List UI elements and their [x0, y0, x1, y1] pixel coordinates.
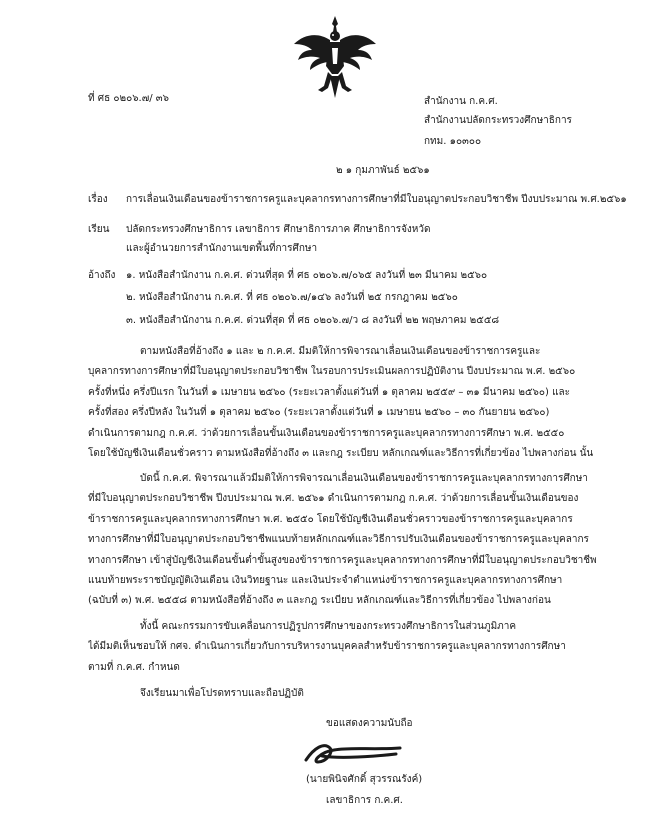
closing-salutation: ขอแสดงความนับถือ [326, 718, 413, 729]
reference-label: อ้างถึง [88, 270, 116, 281]
reference-item: ๑. หนังสือสำนักงาน ก.ค.ศ. ด่วนที่สุด ที่ ศธ ๐๒๐๖.๗/๐๖๕ ลงวันที่ ๒๓ มีนาคม ๒๕๖๐ [126, 270, 488, 281]
garuda-emblem-icon [292, 14, 378, 100]
reference-item: ๒. หนังสือสำนักงาน ก.ค.ศ. ที่ ศธ ๐๒๐๖.๗/๑๔๖ ลงวันที่ ๒๕ กรกฎาคม ๒๕๖๐ [126, 292, 458, 303]
body-paragraph-1 [88, 342, 638, 464]
sender-office: สำนักงาน ก.ค.ศ. [424, 96, 498, 107]
document-number: ที่ ศธ ๐๒๐๖.๗/ ๓๖ [88, 93, 169, 104]
subject-label: เรื่อง [88, 194, 108, 205]
paragraph-line: ครั้งที่หนึ่ง ครึ่งปีแรก ในวันที่ ๑ เมษายน ๒๕๖๐ (ระยะเวลาตั้งแต่วันที่ ๑ ตุลาคม ๒๕๕๙ – ๓๑ มีนาคม ๒๕๖๐) และ [88, 386, 571, 398]
paragraph-line: (ฉบับที่ ๓) พ.ศ. ๒๕๕๘ ตามหนังสือที่อ้างถึง ๓ และกฎ ระเบียบ หลักเกณฑ์และวิธีการที่เกี่ยวข้อง ไปพลางก่อน [88, 595, 551, 607]
paragraph-line: ได้มีมติเห็นชอบให้ กศจ. ดำเนินการเกี่ยวกับการบริหารงานบุคคลสำหรับข้าราชการครูและบุคลากรทางการศึกษา [88, 641, 566, 653]
paragraph-line: ทั้งนี้ คณะกรรมการขับเคลื่อนการปฏิรูปการศึกษาของกระทรวงศึกษาธิการในส่วนภูมิภาค [140, 621, 517, 632]
paragraph-line: ที่มีใบอนุญาตประกอบวิชาชีพ ปีงบประมาณ พ.ศ. ๒๕๖๑ ดำเนินการตามกฎ ก.ค.ศ. ว่าด้วยการเลื่อนขั้นเงินเดือนของ [88, 493, 579, 505]
sender-address: กทม. ๑๐๓๐๐ [424, 136, 482, 147]
closing-request: จึงเรียนมาเพื่อโปรดทราบและถือปฏิบัติ [140, 688, 304, 699]
recipient-line-1: ปลัดกระทรวงศึกษาธิการ เลขาธิการ ศึกษาธิการภาค ศึกษาธิการจังหวัด [126, 224, 431, 235]
paragraph-line: บัดนี้ ก.ค.ศ. พิจารณาแล้วมีมติให้การพิจารณาเลื่อนเงินเดือนของข้าราชการครูและบุคลากรทางการศึกษา [140, 473, 588, 484]
signatory-title: เลขาธิการ ก.ค.ศ. [326, 795, 403, 806]
body-paragraph-3 [88, 617, 638, 678]
paragraph-line: ดำเนินการตามกฎ ก.ค.ศ. ว่าด้วยการเลื่อนขั้นเงินเดือนของข้าราชการครูและบุคลากรทางการศึกษา พ.ศ. ๒๕๕๐ [88, 427, 565, 439]
sender-organization: สำนักงานปลัดกระทรวงศึกษาธิการ [424, 115, 572, 126]
paragraph-line: ตามหนังสือที่อ้างถึง ๑ และ ๒ ก.ค.ศ. มีมติให้การพิจารณาเลื่อนเงินเดือนของข้าราชการครูและ [140, 346, 541, 357]
recipient-line-2: และผู้อำนวยการสำนักงานเขตพื้นที่การศึกษา [126, 243, 318, 254]
paragraph-line: ครั้งที่สอง ครึ่งปีหลัง ในวันที่ ๑ ตุลาคม ๒๕๖๐ (ระยะเวลาตั้งแต่วันที่ ๑ เมษายน ๒๕๖๐ – ๓๐ กันยายน ๒๕๖๐) [88, 407, 550, 419]
paragraph-line: แนบท้ายพระราชบัญญัติเงินเดือน เงินวิทยฐานะ และเงินประจำตำแหน่งข้าราชการครูและบุคลากรทางการศึกษา [88, 575, 563, 587]
signatory-name: (นายพินิจศักดิ์ สุวรรณรังค์) [306, 774, 423, 785]
reference-item: ๓. หนังสือสำนักงาน ก.ค.ศ. ด่วนที่สุด ที่ ศธ ๐๒๐๖.๗/ว ๘ ลงวันที่ ๒๒ พฤษภาคม ๒๕๕๘ [126, 315, 500, 326]
paragraph-line: ข้าราชการครูและบุคลากรทางการศึกษา พ.ศ. ๒๕๕๐ โดยใช้บัญชีเงินเดือนชั่วคราวของข้าราชการครูและบุคลากร [88, 513, 573, 525]
paragraph-line: ตามที่ ก.ค.ศ. กำหนด [88, 661, 180, 673]
handwritten-signature-icon [300, 734, 408, 770]
paragraph-line: ทางการศึกษา เข้าสู่บัญชีเงินเดือนขั้นต่ำขั้นสูงของข้าราชการครูและบุคลากรทางการศึกษาที่มีใบอนุญาตประกอบวิชาชีพ [88, 554, 597, 566]
document-date: ๒ ๑ กุมภาพันธ์ ๒๕๖๑ [336, 165, 430, 176]
body-paragraph-2 [88, 469, 638, 612]
paragraph-line: ทางการศึกษาที่มีใบอนุญาตประกอบวิชาชีพแนบท้ายหลักเกณฑ์และวิธีการปรับเงินเดือนของข้าราชการครูและบุคลากร [88, 534, 589, 546]
paragraph-line: โดยใช้บัญชีเงินเดือนชั่วคราว ตามหนังสือที่อ้างถึง ๓ และกฎ ระเบียบ หลักเกณฑ์และวิธีการที่เกี่ยวข้อง ไปพลางก่อน นั้น [88, 448, 594, 460]
subject-text: การเลื่อนเงินเดือนของข้าราชการครูและบุคลากรทางการศึกษาที่มีใบอนุญาตประกอบวิชาชีพ ปีงบประมาณ พ.ศ.๒๕๖๑ [126, 194, 627, 205]
paragraph-line: บุคลากรทางการศึกษาที่มีใบอนุญาตประกอบวิชาชีพ ในรอบการประเมินผลการปฏิบัติงาน ปีงบประมาณ พ.ศ. ๒๕๖๐ [88, 366, 576, 378]
recipient-label: เรียน [88, 224, 110, 235]
